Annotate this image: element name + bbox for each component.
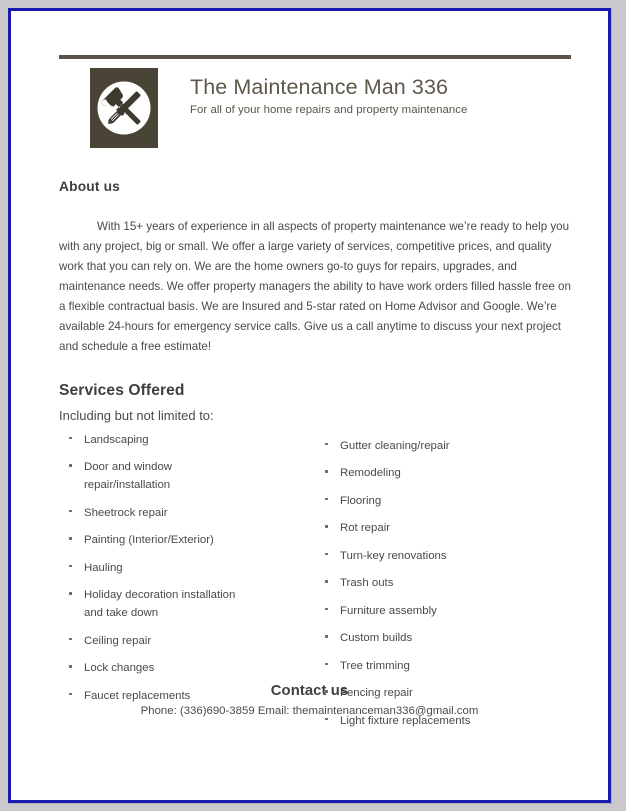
service-list-item (65, 659, 320, 677)
service-label: Light fixture replacements (340, 714, 471, 727)
services-column-left (65, 431, 320, 715)
service-label: Lock changes (84, 662, 155, 675)
service-list-item (321, 464, 571, 482)
about-body-text: With 15+ years of experience in all aspects of property maintenance we’re ready to help you with any project, big or small. We offer a large variety of services, competitive prices, and quality work that you can rely on. We are the home owners go-to guys for repairs, upgrades, and maintenance needs. We offer property managers the ability to have work orders filled hassle free on a flexible contractual basis. We are Insured and 5-star rated on Home Advisor and Google. We’re available 24-hours for emergency service calls. Give us a call anytime to discuss your next project and schedule a free estimate! (59, 220, 571, 353)
company-tagline: For all of your home repairs and property maintenance (190, 103, 468, 116)
contact-heading: Contact us (270, 683, 349, 699)
bullet-icon (69, 592, 72, 595)
bullet-icon (69, 537, 72, 540)
service-list-item (321, 602, 571, 620)
bullet-icon (325, 718, 328, 721)
service-label: Ceiling repair (84, 634, 152, 647)
service-label: Tree trimming (340, 659, 410, 672)
service-label: Fencing repair (340, 687, 413, 700)
service-label: Turn-key renovations (340, 549, 447, 562)
service-label: Flooring (340, 494, 382, 507)
service-list-item (321, 519, 571, 537)
service-label: Faucet replacements (84, 689, 191, 702)
bullet-icon (69, 565, 72, 568)
service-label: Remodeling (340, 467, 401, 480)
service-label: Sheetrock repair (84, 506, 168, 519)
service-list-item (65, 632, 320, 650)
bullet-icon (325, 580, 328, 583)
service-label: Landscaping (84, 433, 149, 446)
bullet-icon (69, 665, 72, 668)
bullet-icon (69, 437, 72, 440)
service-label: Rot repair (340, 522, 391, 535)
service-label: Holiday decoration installation (84, 589, 236, 602)
bullet-icon (325, 608, 328, 611)
contact-details: Phone: (336)690-3859 Email: themaintenanceman336@gmail.com (140, 705, 479, 717)
header-divider-rule (59, 55, 571, 59)
bullet-icon (69, 510, 72, 513)
service-label: Custom builds (340, 632, 413, 645)
bullet-icon (325, 553, 328, 556)
bullet-icon (325, 525, 328, 528)
service-label: Hauling (84, 561, 123, 574)
service-list-item (321, 574, 571, 592)
service-list-item (65, 504, 320, 522)
service-list-item (321, 437, 571, 455)
service-label: Painting (Interior/Exterior) (84, 534, 214, 547)
header-text-group (190, 75, 570, 116)
hammer-screwdriver-logo (90, 68, 158, 148)
service-label-continuation: repair/installation (84, 479, 171, 492)
service-list-item (65, 431, 320, 449)
services-heading: Services Offered (59, 381, 185, 399)
logo-artwork (90, 68, 158, 148)
service-list-item (65, 458, 320, 494)
bullet-icon (325, 470, 328, 473)
service-label: Furniture assembly (340, 604, 437, 617)
header (59, 68, 574, 168)
service-label: Trash outs (340, 577, 394, 590)
bullet-icon (69, 638, 72, 641)
service-list-item (321, 629, 571, 647)
service-list-item (65, 586, 320, 622)
services-list-left (65, 431, 320, 705)
about-heading: About us (59, 179, 120, 194)
services-subtitle: Including but not limited to: (59, 407, 214, 423)
bullet-icon (325, 663, 328, 666)
service-list-item (321, 657, 571, 675)
service-label: Gutter cleaning/repair (340, 439, 450, 452)
bullet-icon (325, 443, 328, 446)
contact-section (11, 683, 608, 717)
company-title: The Maintenance Man 336 (190, 75, 449, 99)
service-label: Door and window (84, 461, 173, 474)
service-list-item (321, 492, 571, 510)
document-frame (8, 8, 611, 803)
bullet-icon (325, 635, 328, 638)
service-list-item (65, 531, 320, 549)
bullet-icon (69, 464, 72, 467)
service-label-continuation: and take down (84, 607, 159, 620)
bullet-icon (325, 498, 328, 501)
service-list-item (65, 559, 320, 577)
page-surface (11, 11, 608, 800)
service-list-item (321, 547, 571, 565)
